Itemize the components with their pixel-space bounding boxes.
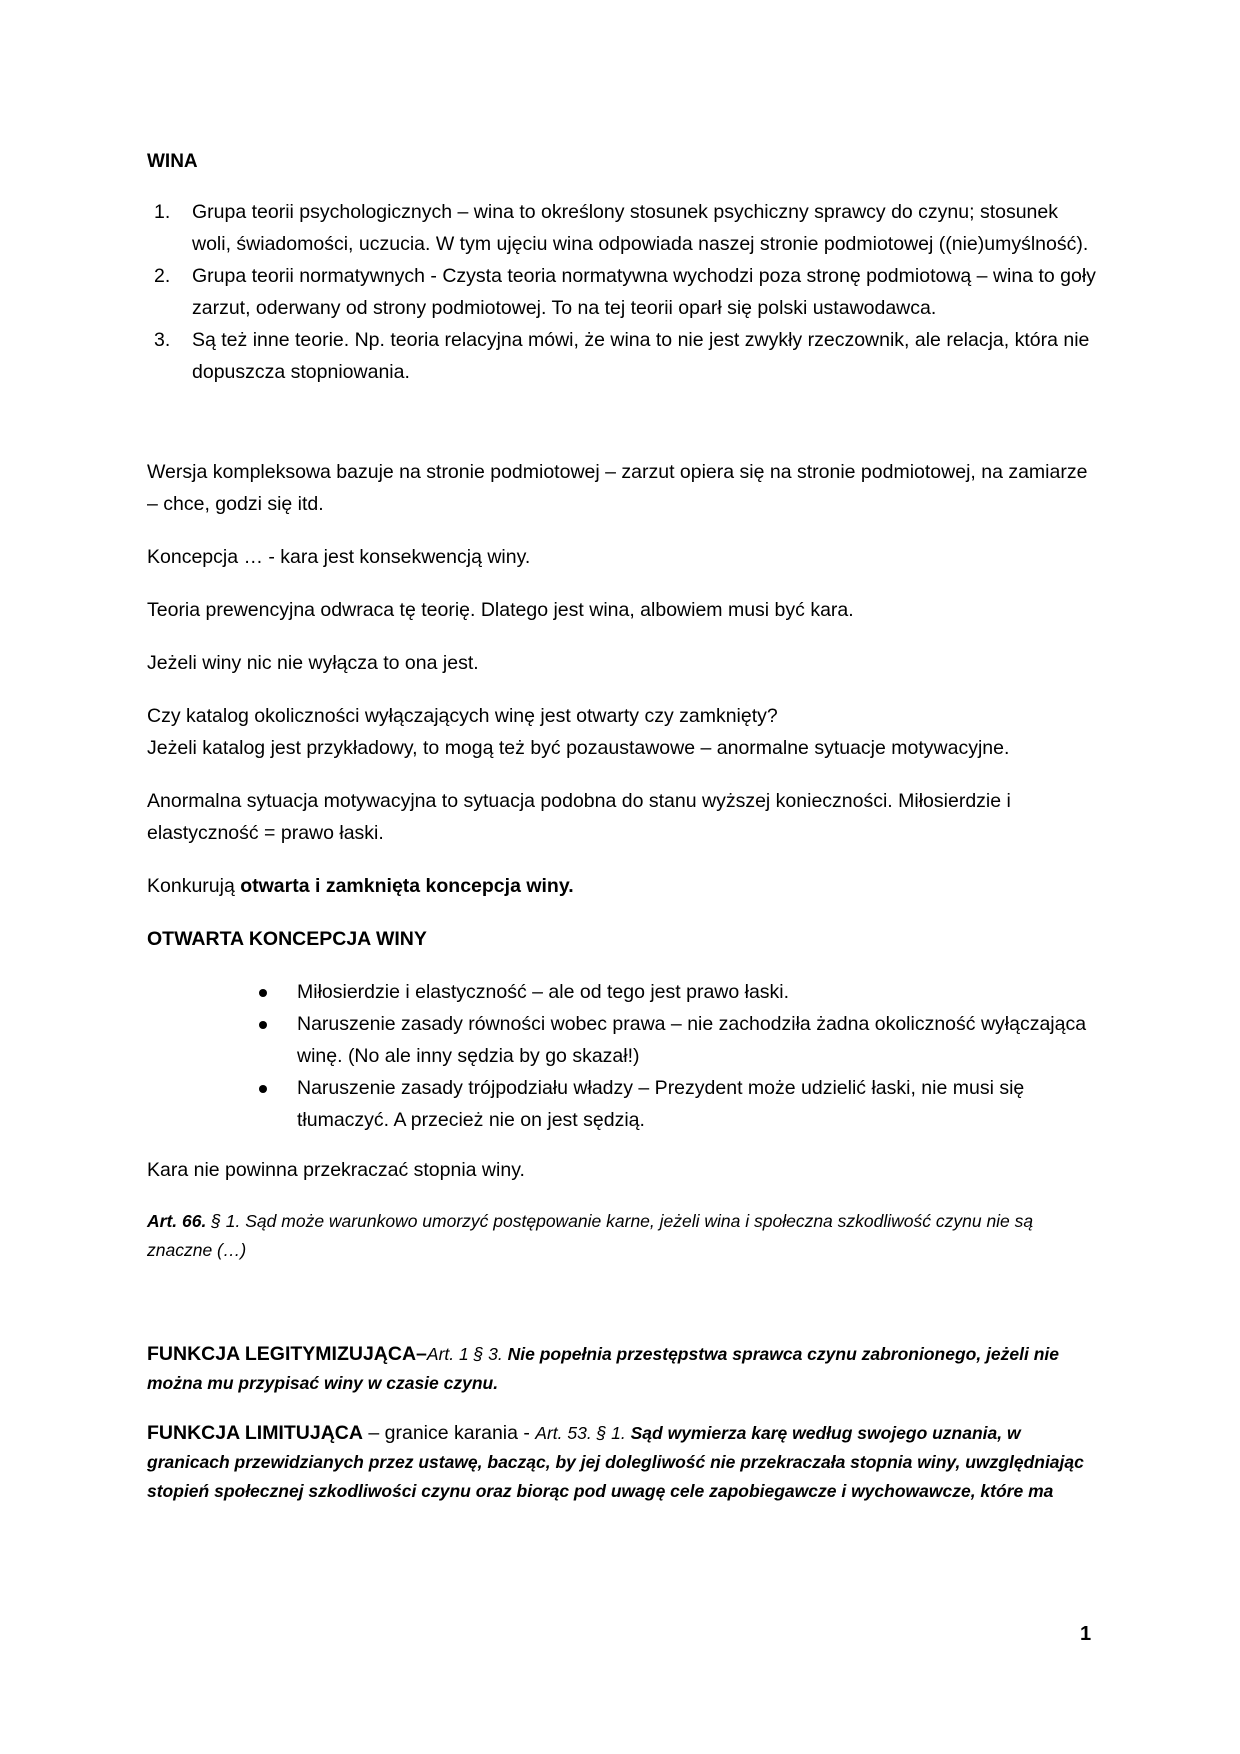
article-text: Nie popełnia przestępstwa sprawca czynu zabronionego, jeżeli nie można mu przypisać winy w czasie czynu. (147, 1344, 1060, 1393)
list-number: 2. (154, 265, 171, 287)
spacer (147, 1286, 1097, 1340)
list-item (147, 1072, 1097, 1136)
list-number: 1. (154, 201, 171, 223)
article-text: Sąd wymierza karę według swojego uznania, w granicach przewidzianych przez ustawę, bacząc, by jej dolegliwość nie przekraczała stopnia winy, uwzględniając stopień społecznej szkodliwości czynu oraz biorąc pod uwagę cele zapobiegawcze i wychowawcze, które ma (147, 1423, 1084, 1501)
article-reference: Art. 1 § 3. (426, 1344, 503, 1364)
list-item (147, 976, 1097, 1008)
heading-dash: – (416, 1343, 427, 1365)
paragraph-punishment-limit: Kara nie powinna przekraczać stopnia winy. (147, 1159, 525, 1181)
paragraph-limiting-function (147, 1419, 1097, 1506)
bullet-icon (259, 1021, 267, 1029)
paragraph-catalog (147, 700, 1097, 764)
paragraph-preventive-theory: Teoria prewencyjna odwraca tę teorię. Dlatego jest wina, albowiem musi być kara. (147, 599, 854, 621)
section-heading-open-concept: OTWARTA KONCEPCJA WINY (147, 928, 427, 950)
competing-bold-text: otwarta i zamknięta koncepcja winy. (240, 875, 574, 897)
paragraph-catalog-line1: Czy katalog okoliczności wyłączających winę jest otwarty czy zamknięty? (147, 705, 778, 727)
page-number: 1 (1080, 1623, 1092, 1645)
list-number: 3. (154, 329, 171, 351)
list-item (147, 1008, 1097, 1072)
article-reference: Art. 66. (147, 1211, 212, 1231)
function-heading-limiting: FUNKCJA LIMITUJĄCA (147, 1422, 363, 1444)
article-text: § 1. Sąd może warunkowo umorzyć postępowanie karne, jeżeli wina i społeczna szkodliwość czynu nie są znaczne (…) (147, 1211, 1034, 1260)
paragraph-complex-version: Wersja kompleksowa bazuje na stronie podmiotowej – zarzut opiera się na stronie podmiotowej, na zamiarze – chce, godzi się itd. (147, 461, 1088, 515)
list-item-text: Grupa teorii psychologicznych – wina to określony stosunek psychiczny sprawcy do czynu; stosunek woli, świadomości, uczucia. W tym ujęciu wina odpowiada naszej stronie podmiotowej ((nie)umyślność). (192, 201, 1089, 255)
open-concept-bullets (147, 976, 1097, 1136)
function-heading-legitimizing: FUNKCJA LEGITYMIZUJĄCA (147, 1343, 417, 1365)
paragraph-concept: Koncepcja … - kara jest konsekwencją winy. (147, 546, 531, 568)
list-item-text: Miłosierdzie i elastyczność – ale od tego jest prawo łaski. (297, 981, 790, 1003)
page-content (147, 146, 1097, 1527)
document-title: WINA (147, 151, 198, 172)
quote-art-66 (147, 1207, 1097, 1265)
theories-list (147, 196, 1097, 388)
list-item-text: Są też inne teorie. Np. teoria relacyjna mówi, że wina to nie jest zwykły rzeczownik, ale relacja, która nie dopuszcza stopniowania. (192, 329, 1090, 383)
list-item-text: Naruszenie zasady równości wobec prawa – nie zachodziła żadna okoliczność wyłączająca winę. (No ale inny sędzia by go skazał!) (297, 1013, 1087, 1067)
bullet-icon (259, 989, 267, 997)
paragraph-abnormal-situation: Anormalna sytuacja motywacyjna to sytuacja podobna do stanu wyższej konieczności. Miłosierdzie i elastyczność = prawo łaski. (147, 790, 1011, 844)
list-item (147, 196, 1097, 260)
paragraph-exclusion: Jeżeli winy nic nie wyłącza to ona jest. (147, 652, 479, 674)
limiting-subtitle: – granice karania - (362, 1422, 536, 1444)
bullet-icon (259, 1085, 267, 1093)
list-item (147, 324, 1097, 388)
competing-text: Konkurują (147, 875, 241, 897)
list-item-text: Naruszenie zasady trójpodziału władzy – Prezydent może udzielić łaski, nie musi się tłumaczyć. A przecież nie on jest sędzią. (297, 1077, 1025, 1131)
paragraph-legitimizing-function (147, 1340, 1097, 1398)
list-item (147, 260, 1097, 324)
paragraph-competing-concepts (147, 870, 1097, 902)
spacer (147, 388, 1097, 456)
article-reference: Art. 53. § 1. (535, 1423, 626, 1443)
list-item-text: Grupa teorii normatywnych - Czysta teoria normatywna wychodzi poza stronę podmiotową – wina to goły zarzut, oderwany od strony podmiotowej. To na tej teorii oparł się polski ustawodawca. (192, 265, 1096, 319)
paragraph-catalog-line2: Jeżeli katalog jest przykładowy, to mogą też być pozaustawowe – anormalne sytuacje motywacyjne. (147, 737, 1010, 759)
